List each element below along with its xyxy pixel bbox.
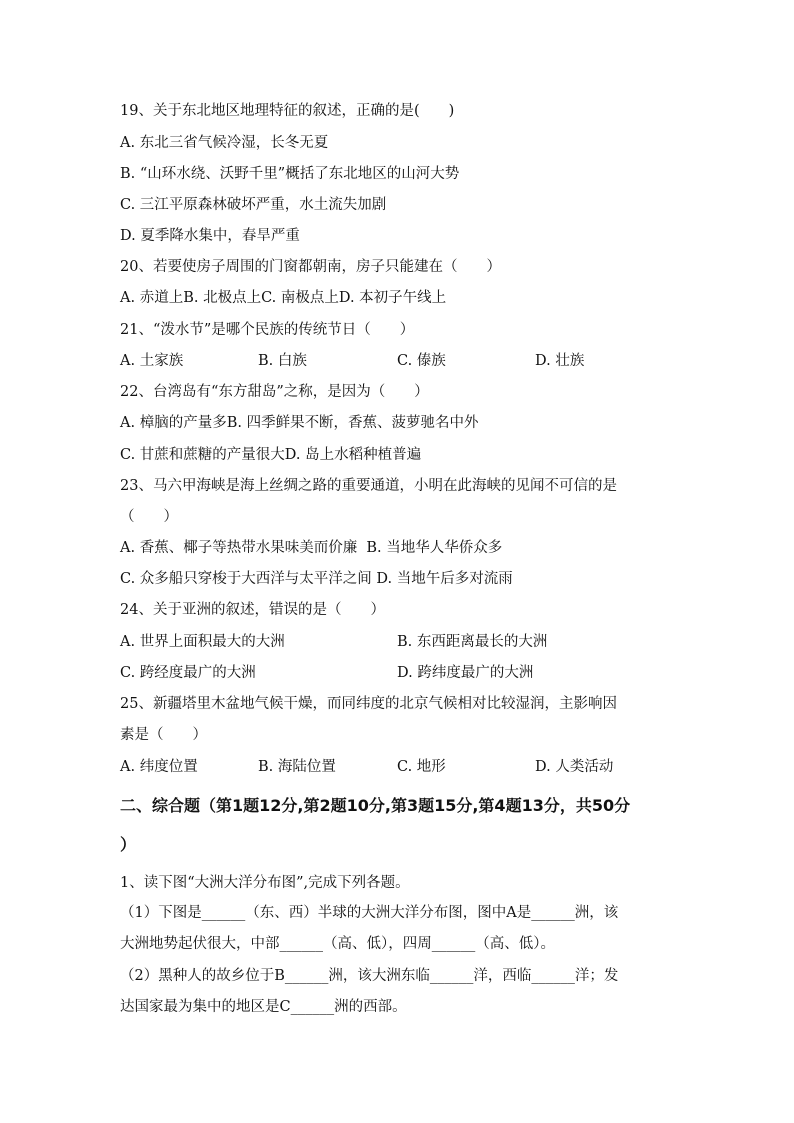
question-25-option-a: A. 纬度位置 [120,759,198,775]
question-21-option-d: D. 壮族 [535,353,585,369]
question-19-option-a: A. 东北三省气候冷湿，长冬无夏 [120,135,329,151]
comprehensive-question-1-part-1: （1）下图是______（东、西）半球的大洲大洋分布图，图中A是______洲，该 [120,905,619,921]
question-25-option-c: C. 地形 [397,759,446,775]
question-21-option-c: C. 傣族 [397,353,446,369]
question-24-stem: 24、关于亚洲的叙述，错误的是（ ） [120,602,385,618]
question-24-option-b: B. 东西距离最长的大洲 [397,634,548,650]
question-22-stem: 22、台湾岛有“东方甜岛”之称，是因为（ ） [120,384,429,400]
section-2-heading: 二、综合题（第1题12分,第2题10分,第3题15分,第4题13分，共50分 [120,796,631,815]
comprehensive-question-1-intro: 1、读下图“大洲大洋分布图”,完成下列各题。 [120,875,410,891]
question-19-option-b: B. “山环水绕、沃野千里”概括了东北地区的山河大势 [120,166,460,182]
question-21-option-a: A. 土家族 [120,353,184,369]
question-24-option-a: A. 世界上面积最大的大洲 [120,634,285,650]
question-21-option-b: B. 白族 [258,353,307,369]
question-23-stem: 23、马六甲海峡是海上丝绸之路的重要通道，小明在此海峡的见闻不可信的是 [120,478,617,494]
question-25-option-b: B. 海陆位置 [258,759,336,775]
question-23-options-ab: A. 香蕉、椰子等热带水果味美而价廉 B. 当地华人华侨众多 [120,540,503,556]
question-21-stem: 21、“泼水节”是哪个民族的传统节日（ ） [120,322,415,338]
comprehensive-question-1-part-2: （2）黑种人的故乡位于B______洲，该大洲东临______洋，西临______洋；发 [120,968,619,984]
question-19-stem: 19、关于东北地区地理特征的叙述，正确的是( ) [120,103,455,119]
question-19-option-c: C. 三江平原森林破坏严重，水土流失加剧 [120,197,387,213]
question-22-options-cd: C. 甘蔗和蔗糖的产量很大D. 岛上水稻种植普遍 [120,447,422,463]
question-25-option-d: D. 人类活动 [535,759,614,775]
question-23-stem-continued: （ ） [120,509,178,525]
comprehensive-question-1-part-1-continued: 大洲地势起伏很大，中部______（高、低），四周______（高、低）。 [120,936,555,952]
question-20-options: A. 赤道上B. 北极点上C. 南极点上D. 本初子午线上 [120,290,447,306]
question-25-stem: 25、新疆塔里木盆地气候干燥，而同纬度的北京气候相对比较湿润，主影响因 [120,696,617,712]
section-2-heading-continued: ） [120,835,137,854]
question-24-option-d: D. 跨纬度最广的大洲 [397,665,534,681]
question-19-option-d: D. 夏季降水集中，春旱严重 [120,228,300,244]
question-24-option-c: C. 跨经度最广的大洲 [120,665,256,681]
question-22-options-ab: A. 樟脑的产量多B. 四季鲜果不断，香蕉、菠萝驰名中外 [120,415,479,431]
question-23-options-cd: C. 众多船只穿梭于大西洋与太平洋之间 D. 当地午后多对流雨 [120,571,513,587]
comprehensive-question-1-part-2-continued: 达国家最为集中的地区是C______洲的西部。 [120,999,407,1015]
question-25-stem-continued: 素是（ ） [120,727,207,743]
question-20-stem: 20、若要使房子周围的门窗都朝南，房子只能建在（ ） [120,259,501,275]
